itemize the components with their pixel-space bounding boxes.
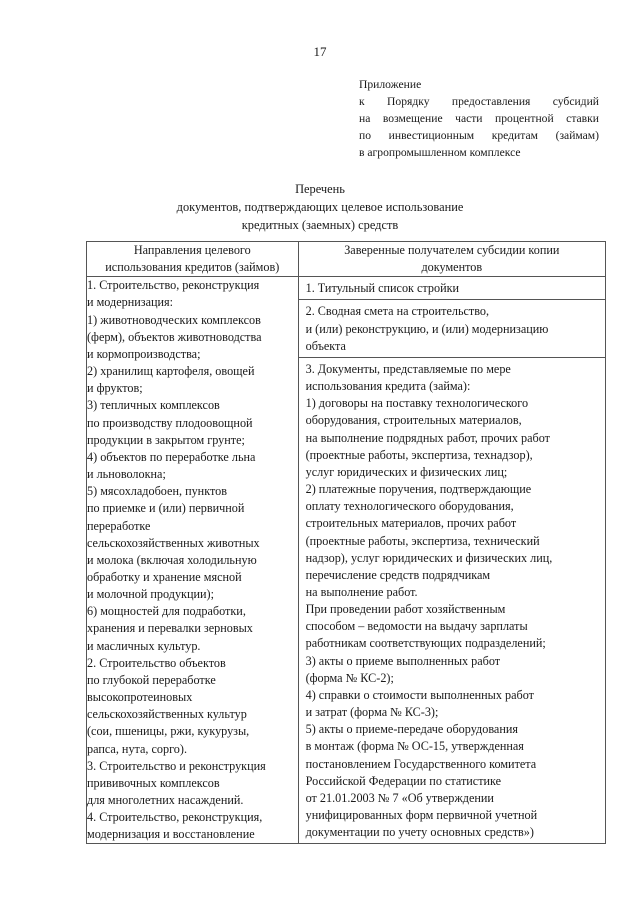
direction-line: переработке (87, 518, 151, 533)
direction-line: хранения и перевалки зерновых (87, 621, 253, 636)
direction-line: модернизация и восстановление (87, 827, 255, 842)
direction-line: 1) животноводческих комплексов (87, 312, 261, 327)
document-block (299, 300, 605, 357)
title-line: Перечень (295, 182, 345, 196)
direction-line: (сои, пшеницы, ржи, кукурузы, (87, 724, 250, 739)
document-line: Российской Федерации по статистике (305, 773, 502, 788)
header-documents: Заверенные получателем субсидии копии документов (298, 242, 605, 277)
appendix-line: Приложение (359, 78, 422, 91)
direction-line: прививочных комплексов (87, 775, 220, 790)
document-title (0, 180, 640, 234)
document-line: 4) справки о стоимости выполненных работ (305, 687, 534, 702)
document-line: объекта (305, 338, 346, 353)
appendix-line: на возмещение части процентной ставки (359, 112, 599, 125)
direction-line: для многолетних насаждений. (87, 793, 244, 807)
direction-line: и льноволокна; (87, 467, 166, 482)
direction-line: и кормопроизводства; (87, 346, 201, 361)
direction-line: 2. Строительство объектов (87, 655, 226, 670)
direction-line: и масличных культур. (87, 638, 201, 653)
document-line: работникам соответствующих подразделений; (305, 636, 546, 651)
document-line: в монтаж (форма № ОС-15, утвержденная (305, 739, 524, 754)
direction-line: и молочной продукции); (87, 587, 214, 602)
direction-line: по приемке и (или) первичной (87, 501, 245, 516)
direction-line: 2) хранилищ картофеля, овощей (87, 364, 255, 379)
direction-line: сельскохозяйственных культур (87, 707, 247, 722)
directions-cell (87, 277, 299, 844)
documents-cell (298, 277, 605, 844)
direction-line: продукции в закрытом грунте; (87, 432, 245, 447)
document-line: документации по учету основных средств») (305, 825, 534, 840)
document-line: 2) платежные поручения, подтверждающие (305, 482, 532, 497)
document-line: (проектные работы, экспертиза, технадзор), (305, 447, 533, 462)
direction-line: и фруктов; (87, 381, 143, 396)
document-block (299, 277, 605, 300)
direction-line: 6) мощностей для подработки, (87, 604, 246, 619)
direction-line: рапса, нута, сорго). (87, 741, 188, 756)
document-line: унифицированных форм первичной учетной (305, 808, 538, 822)
document-line: на выполнение работ. (305, 584, 418, 599)
document-line: 5) акты о приеме-передаче оборудования (305, 722, 518, 737)
direction-line: высокопротеиновых (87, 690, 193, 705)
document-line: постановлением Государственного комитета (305, 756, 537, 771)
document-line: 3. Документы, представляемые по мере (305, 361, 511, 376)
title-line: документов, подтверждающих целевое использование (176, 200, 464, 214)
document-line: услуг юридических и физических лиц; (305, 464, 508, 479)
document-line: строительных материалов, прочих работ (305, 516, 517, 531)
direction-line: обработку и хранение мясной (87, 569, 242, 584)
document-line: от 21.01.2003 № 7 «Об утверждении (305, 790, 494, 805)
table-header-row (87, 242, 606, 277)
document-line: 1. Титульный список стройки (305, 281, 460, 296)
document-line: способом – ведомости на выдачу зарплаты (305, 619, 528, 634)
document-line: оплату технологического оборудования, (305, 499, 514, 514)
header-directions: Направления целевого использования кредитов (займов) (87, 242, 299, 277)
document-line: 1) договоры на поставку технологического (305, 396, 529, 411)
appendix-line: в агропромышленном комплексе (359, 146, 521, 159)
direction-line: 3) тепличных комплексов (87, 398, 220, 413)
direction-line: и модернизация: (87, 295, 174, 310)
direction-line: 5) мясохладобоен, пунктов (87, 484, 227, 499)
table-row (87, 277, 606, 844)
page-number: 17 (313, 44, 327, 59)
direction-line: и молока (включая холодильную (87, 552, 257, 567)
document-line: 3) акты о приеме выполненных работ (305, 653, 501, 668)
documents-table (86, 241, 606, 844)
document-line: использования кредита (займа): (305, 379, 471, 394)
direction-line: 4) объектов по переработке льна (87, 449, 256, 464)
direction-line: 1. Строительство, реконструкция (87, 278, 260, 293)
document-line: (проектные работы, экспертиза, технический (305, 533, 540, 548)
document-line: и затрат (форма № КС-3); (305, 705, 439, 720)
document-line: и (или) реконструкцию, и (или) модернизацию (305, 321, 549, 336)
appendix-line: к Порядку предоставления субсидий (359, 95, 599, 108)
direction-line: 4. Строительство, реконструкция, (87, 810, 263, 825)
document-line: При проведении работ хозяйственным (305, 602, 506, 617)
document-line: надзор), услуг юридических и физических лиц, (305, 550, 553, 565)
document-line: 2. Сводная смета на строительство, (305, 304, 490, 319)
document-line: перечисление средств подрядчикам (305, 567, 491, 582)
direction-line: по глубокой переработке (87, 672, 216, 687)
appendix-note (359, 76, 599, 161)
appendix-line: по инвестиционным кредитам (займам) (359, 129, 599, 142)
direction-line: по производству плодоовощной (87, 415, 253, 430)
document-line: (форма № КС-2); (305, 670, 394, 685)
document-line: на выполнение подрядных работ, прочих работ (305, 430, 550, 445)
document-block (299, 358, 605, 843)
direction-line: сельскохозяйственных животных (87, 535, 260, 550)
title-line: кредитных (заемных) средств (241, 218, 399, 232)
direction-line: 3. Строительство и реконструкция (87, 758, 266, 773)
direction-line: (ферм), объектов животноводства (87, 329, 262, 344)
document-line: оборудования, строительных материалов, (305, 413, 522, 428)
